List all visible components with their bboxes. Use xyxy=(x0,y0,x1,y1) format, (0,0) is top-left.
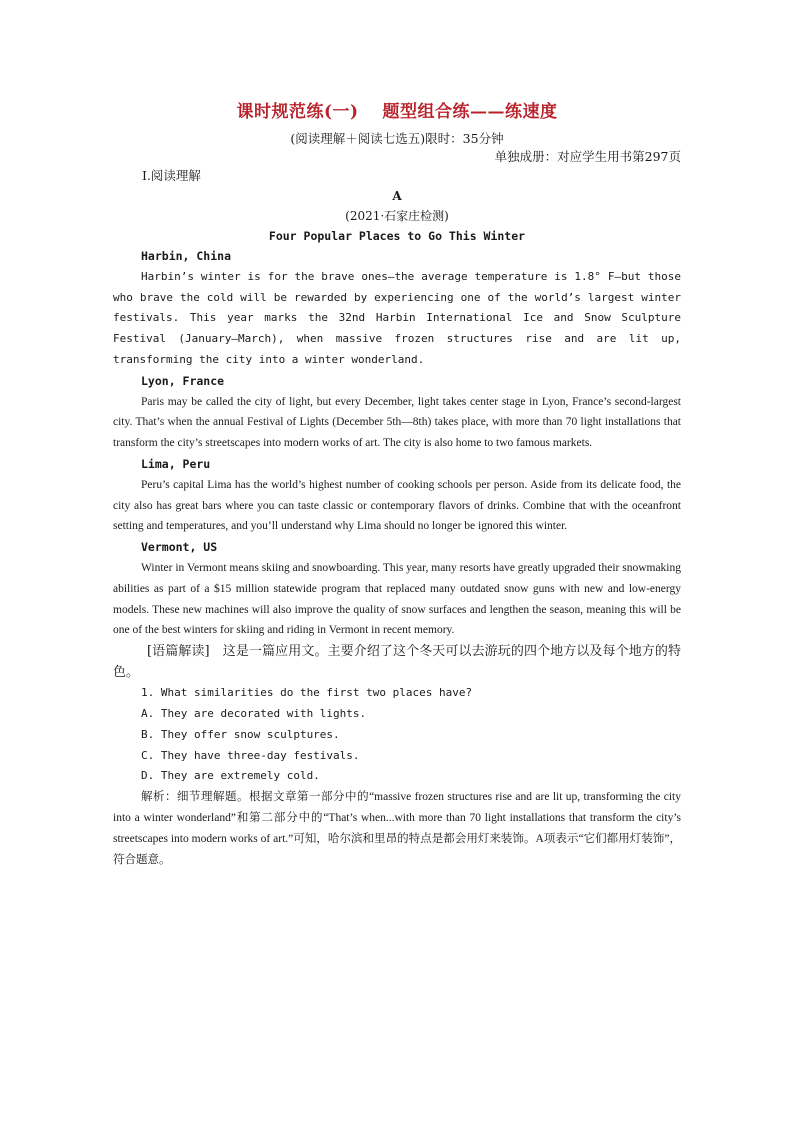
section-heading: Ⅰ.阅读理解 xyxy=(142,168,201,183)
place-text-lyon: Paris may be called the city of light, but every December, light takes center stage in Lyon, France’s second-largest city. That’s when the annual Festival of Lights (December 5th—8th) takes place, with more than 70 light installations that transform the city’s streetscapes into modern works of art. The city is also home to two famous markets. xyxy=(113,395,681,450)
question-option-a: A. They are decorated with lights. xyxy=(141,706,367,720)
page-subtitle: (阅读理解＋阅读七选五)限时：35分钟 xyxy=(290,131,504,146)
question-stem: 1. What similarities do the first two places have? xyxy=(141,686,473,700)
question-option-d: D. They are extremely cold. xyxy=(141,769,320,783)
place-heading-vermont: Vermont, US xyxy=(141,540,218,555)
place-heading-lyon: Lyon, France xyxy=(141,373,225,388)
passage-source: (2021·石家庄检测) xyxy=(345,209,449,223)
place-text-harbin: Harbin’s winter is for the brave ones—the average temperature is 1.8° F—but those who brave the cold will be rewarded by experiencing one of the world’s largest winter festivals. This year marks the 32nd Harbin International Ice and Snow Sculpture Festival (January—March), when massive frozen structures rise and are lit up, transforming the city into a winter wonderland. xyxy=(113,269,681,366)
page-title: 课时规范练(一) 题型组合练——练速度 xyxy=(236,102,558,122)
passage-label: A xyxy=(392,189,402,203)
place-text-lima: Peru’s capital Lima has the world’s highest number of cooking schools per person. Aside from its delicate food, the city also has great bars where you can taste classic or contemporary flavors of drinks. Combine that with the oceanfront setting and temperatures, and you’ll understand why Lima should no longer be ignored this winter. xyxy=(113,478,681,533)
place-heading-lima: Lima, Peru xyxy=(141,456,211,471)
document-page xyxy=(113,100,681,870)
place-heading-harbin: Harbin, China xyxy=(141,249,232,263)
question-option-b: B. They offer snow sculptures. xyxy=(141,727,340,741)
answer-analysis: 解析：细节理解题。根据文章第一部分中的“massive frozen structures rise and are lit up, transforming the city into a winter wonderland”和第二部分中的“That’s when...with more than 70 light installations that transform the city’s streetscapes into modern works of art.”可知，哈尔滨和里昂的特点是都会用灯来装饰。A项表示“它们都用灯装饰”，符合题意。 xyxy=(113,791,681,866)
reading-note: [语篇解读] 这是一篇应用文。主要介绍了这个冬天可以去游玩的四个地方以及每个地方的特色。 xyxy=(113,644,681,681)
source-note: 单独成册：对应学生用书第297页 xyxy=(494,149,681,164)
place-text-vermont: Winter in Vermont means skiing and snowboarding. This year, many resorts have greatly upgraded their snowmaking abilities as part of a $15 million statewide program that replaced many outdated snow guns with new and low-energy models. These new machines will also improve the quality of snow surfaces and lengthen the season, meaning this will be one of the best winters for skiing and riding in Vermont in recent memory. xyxy=(113,561,681,637)
passage-title: Four Popular Places to Go This Winter xyxy=(268,229,526,243)
question-option-c: C. They have three-day festivals. xyxy=(141,748,360,762)
